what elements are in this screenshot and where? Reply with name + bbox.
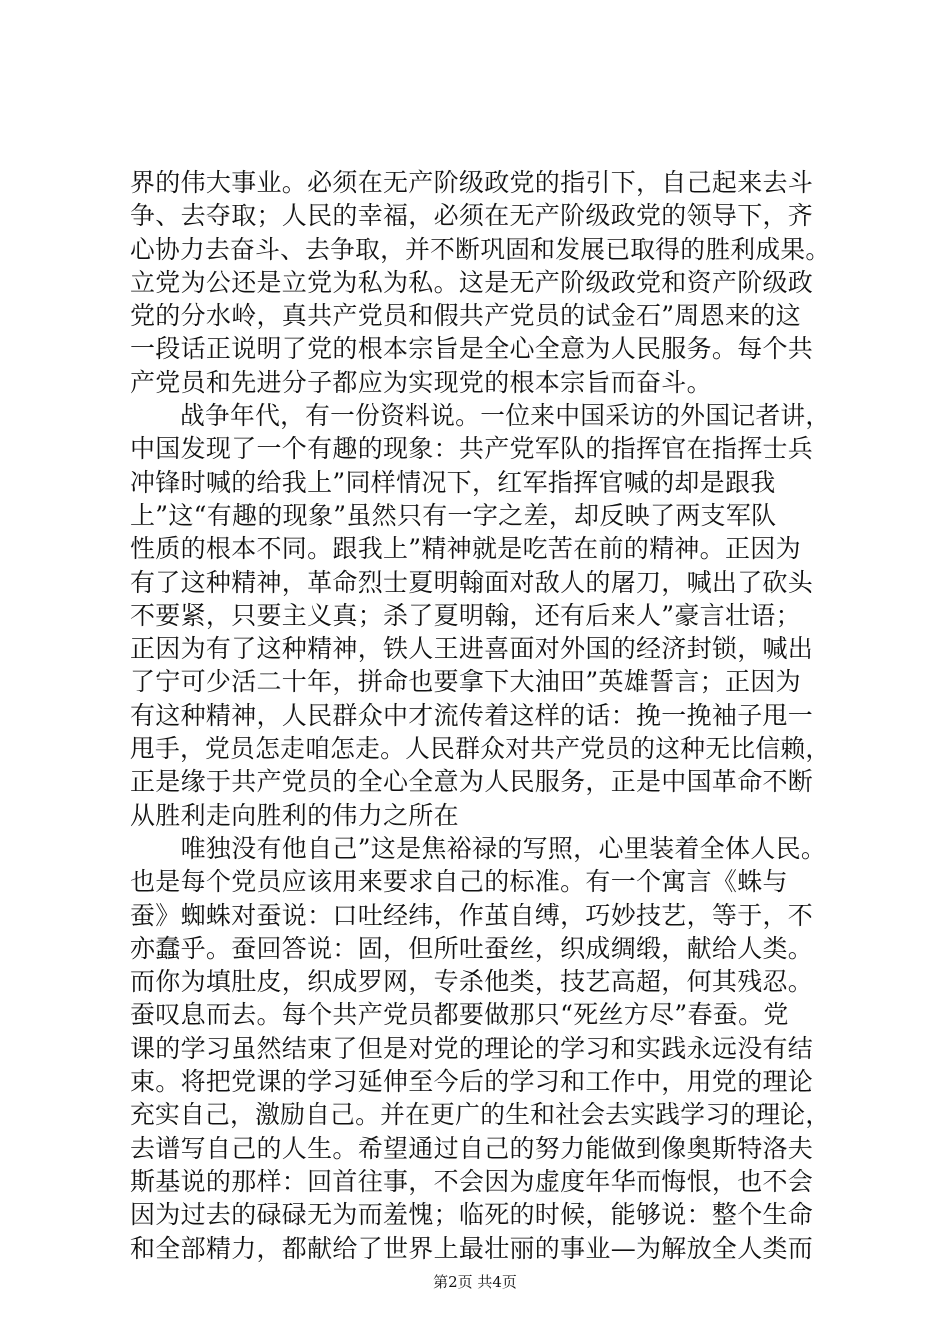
text-line: 不要紧，只要主义真；杀了夏明翰，还有后来人”豪言壮语； (130, 600, 801, 630)
text-line: 党的分水岭，真共产党员和假共产党员的试金石”周恩来的这 (130, 301, 801, 331)
text-line: 冲锋时喊的给我上”同样情况下，红军指挥官喊的却是跟我 (130, 467, 776, 497)
text-line: 甩手，党员怎走咱怎走。人民群众对共产党员的这种无比信赖， (130, 734, 831, 764)
text-line: 课的学习虽然结束了但是对党的理论的学习和实践永远没有结 (130, 1033, 814, 1063)
text-line: 中国发现了一个有趣的现象：共产党军队的指挥官在指挥士兵 (130, 434, 814, 464)
text-line: 战争年代，有一份资料说。一位来中国采访的外国记者讲， (130, 401, 831, 431)
text-line: 和全部精力，都献给了世界上最壮丽的事业—为解放全人类而 (130, 1233, 814, 1263)
text-line: 正是缘于共产党员的全心全意为人民服务，正是中国革命不断 (130, 767, 814, 797)
page-footer: 第2页 共4页 (433, 1273, 517, 1291)
text-line: 蚕》蜘蛛对蚕说：口吐经纬，作茧自缚，巧妙技艺，等于，不 (130, 900, 814, 930)
text-line: 蚕叹息而去。每个共产党员都要做那只“死丝方尽”春蚕。党 (130, 1000, 789, 1030)
text-line: 了宁可少活二十年，拼命也要拿下大油田”英雄誓言；正因为 (130, 667, 801, 697)
body-text (130, 166, 830, 1265)
text-line: 上”这“有趣的现象”虽然只有一字之差，却反映了两支军队 (130, 500, 777, 530)
text-line: 唯独没有他自己”这是焦裕禄的写照，心里装着全体人民。 (130, 833, 827, 863)
text-line: 从胜利走向胜利的伟力之所在 (130, 800, 459, 830)
text-line: 也是每个党员应该用来要求自己的标准。有一个寓言《蛛与 (130, 867, 788, 897)
text-line: 正因为有了这种精神，铁人王进喜面对外国的经济封锁，喊出 (130, 634, 814, 664)
text-line: 亦蠢乎。蚕回答说：固，但所吐蚕丝，织成绸缎，献给人类。 (130, 933, 814, 963)
text-line: 而你为填肚皮，织成罗网，专杀他类，技艺高超，何其残忍。 (130, 967, 814, 997)
text-line: 斯基说的那样：回首往事，不会因为虚度年华而悔恨，也不会 (130, 1166, 814, 1196)
text-line: 充实自己，激励自己。并在更广的生和社会去实践学习的理论， (130, 1100, 831, 1130)
text-line: 束。将把党课的学习延伸至今后的学习和工作中，用党的理论 (130, 1067, 814, 1097)
text-line: 性质的根本不同。跟我上”精神就是吃苦在前的精神。正因为 (130, 534, 801, 564)
text-line: 界的伟大事业。必须在无产阶级政党的指引下，自己起来去斗 (130, 168, 814, 197)
text-line: 有这种精神，人民群众中才流传着这样的话：挽一挽袖子甩一 (130, 700, 814, 730)
text-line: 去谱写自己的人生。希望通过自己的努力能做到像奥斯特洛夫 (130, 1133, 814, 1163)
text-line: 因为过去的碌碌无为而羞愧；临死的时候，能够说：整个生命 (130, 1200, 814, 1230)
text-line: 有了这种精神，革命烈士夏明翰面对敌人的屠刀，喊出了砍头 (130, 567, 814, 597)
text-line: 心协力去奋斗、去争取，并不断巩固和发展已取得的胜利成果。 (130, 234, 831, 264)
text-line: 争、去夺取；人民的幸福，必须在无产阶级政党的领导下，齐 (130, 201, 814, 231)
text-line: 立党为公还是立党为私为私。这是无产阶级政党和资产阶级政 (130, 267, 814, 297)
text-line: 产党员和先进分子都应为实现党的根本宗旨而奋斗。 (130, 367, 712, 397)
text-line: 一段话正说明了党的根本宗旨是全心全意为人民服务。每个共 (130, 334, 814, 364)
